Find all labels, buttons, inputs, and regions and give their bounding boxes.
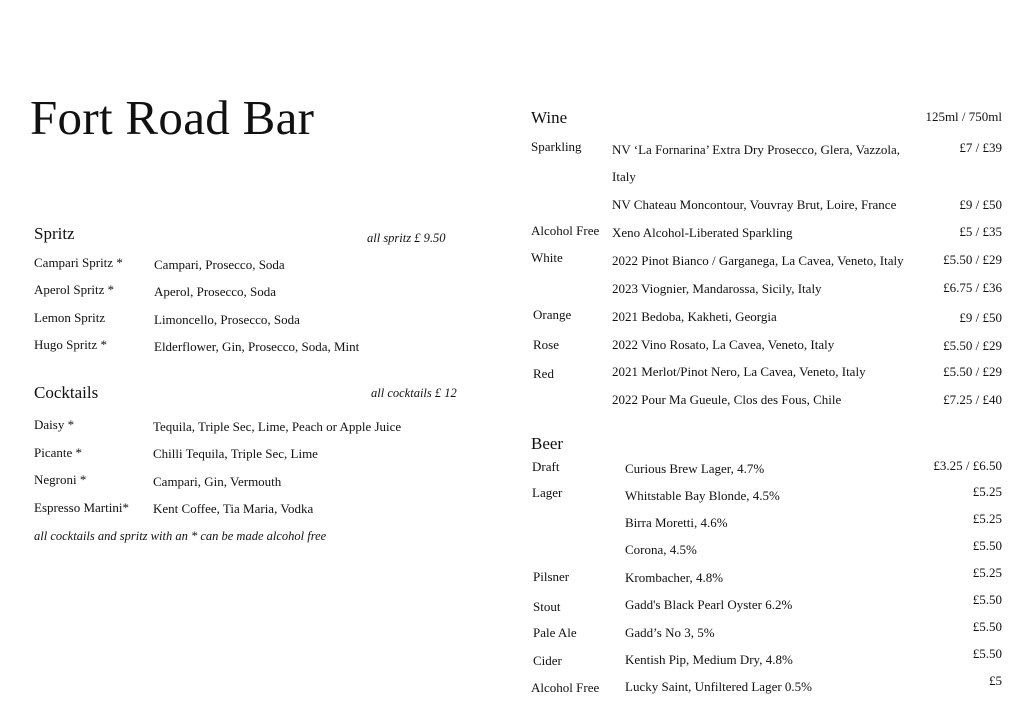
spritz-item-name: Aperol Spritz * <box>34 282 115 297</box>
cocktail-item-desc: Kent Coffee, Tia Maria, Vodka <box>153 501 314 516</box>
beer-heading: Beer <box>531 434 564 453</box>
cocktail-item-name: Daisy * <box>34 417 75 432</box>
spritz-item-name: Hugo Spritz * <box>34 337 107 352</box>
beer-desc: Gadd's Black Pearl Oyster 6.2% <box>625 597 793 612</box>
wine-desc: 2021 Bedoba, Kakheti, Georgia <box>612 309 777 324</box>
beer-price: £5.50 <box>972 592 1002 607</box>
beer-price: £5 <box>989 673 1002 688</box>
spritz-item-desc: Limoncello, Prosecco, Soda <box>154 312 300 327</box>
beer-desc: Curious Brew Lager, 4.7% <box>625 461 765 476</box>
beer-category: Pilsner <box>533 569 570 584</box>
spritz-item-desc: Aperol, Prosecco, Soda <box>154 284 277 299</box>
spritz-item-desc: Elderflower, Gin, Prosecco, Soda, Mint <box>154 339 360 354</box>
beer-desc: Kentish Pip, Medium Dry, 4.8% <box>625 652 793 667</box>
wine-price: £5.50 / £29 <box>943 364 1002 379</box>
wine-category: Rose <box>533 337 559 352</box>
cocktails-price-note: all cocktails £ 12 <box>371 386 457 400</box>
wine-price: £7 / £39 <box>959 140 1002 155</box>
wine-category: Orange <box>533 307 572 322</box>
wine-price: £5.50 / £29 <box>943 252 1002 267</box>
wine-desc: 2022 Pour Ma Gueule, Clos des Fous, Chile <box>612 392 842 407</box>
beer-desc: Whitstable Bay Blonde, 4.5% <box>625 488 780 503</box>
wine-category: Sparkling <box>531 139 582 154</box>
wine-desc: 2022 Pinot Bianco / Garganega, La Cavea, Veneto, Italy <box>612 253 904 268</box>
beer-price: £5.50 <box>972 619 1002 634</box>
beer-price: £5.25 <box>972 484 1002 499</box>
cocktail-item-desc: Campari, Gin, Vermouth <box>153 474 282 489</box>
wine-desc: 2022 Vino Rosato, La Cavea, Veneto, Italy <box>612 337 835 352</box>
beer-price: £5.25 <box>972 565 1002 580</box>
cocktails-footnote: all cocktails and spritz with an * can be made alcohol free <box>34 529 327 543</box>
beer-desc: Corona, 4.5% <box>625 542 697 557</box>
beer-category: Cider <box>533 653 562 668</box>
beer-category: Stout <box>533 599 561 614</box>
cocktail-item-name: Picante * <box>34 445 83 460</box>
wine-price: £7.25 / £40 <box>943 392 1002 407</box>
wine-desc: NV Chateau Moncontour, Vouvray Brut, Loire, France <box>612 197 897 212</box>
cocktail-item-name: Negroni * <box>34 472 87 487</box>
spritz-item-name: Lemon Spritz <box>34 310 106 325</box>
beer-desc: Lucky Saint, Unfiltered Lager 0.5% <box>625 679 812 694</box>
beer-category: Alcohol Free <box>531 680 600 695</box>
cocktail-item-name: Espresso Martini* <box>34 500 129 515</box>
wine-price: £9 / £50 <box>959 310 1002 325</box>
beer-desc: Gadd’s No 3, 5% <box>625 625 715 640</box>
wine-desc: NV ‘La Fornarina’ Extra Dry Prosecco, Glera, Vazzola, <box>612 142 901 157</box>
beer-desc: Birra Moretti, 4.6% <box>625 515 728 530</box>
spritz-item-desc: Campari, Prosecco, Soda <box>154 257 285 272</box>
beer-price: £5.50 <box>972 646 1002 661</box>
beer-price: £5.25 <box>972 511 1002 526</box>
wine-price: £6.75 / £36 <box>943 280 1002 295</box>
wine-desc: 2021 Merlot/Pinot Nero, La Cavea, Veneto, Italy <box>612 364 866 379</box>
wine-size-note: 125ml / 750ml <box>925 109 1002 124</box>
wine-price: £5 / £35 <box>959 224 1002 239</box>
beer-price: £3.25 / £6.50 <box>933 458 1002 473</box>
wine-desc-continued: Italy <box>612 169 636 184</box>
wine-category: Alcohol Free <box>531 223 600 238</box>
spritz-price-note: all spritz £ 9.50 <box>367 231 446 245</box>
beer-category: Pale Ale <box>533 625 577 640</box>
wine-price: £9 / £50 <box>959 197 1002 212</box>
wine-category: White <box>531 250 563 265</box>
beer-category: Draft <box>532 459 560 474</box>
spritz-heading: Spritz <box>34 224 75 243</box>
beer-category: Lager <box>532 485 563 500</box>
cocktail-item-desc: Tequila, Triple Sec, Lime, Peach or Apple Juice <box>153 419 402 434</box>
wine-heading: Wine <box>531 108 568 127</box>
wine-desc: Xeno Alcohol-Liberated Sparkling <box>612 225 793 240</box>
wine-desc: 2023 Viognier, Mandarossa, Sicily, Italy <box>612 281 822 296</box>
spritz-item-name: Campari Spritz * <box>34 255 123 270</box>
cocktails-heading: Cocktails <box>34 383 99 402</box>
page-title: Fort Road Bar <box>30 90 315 145</box>
wine-category: Red <box>533 366 554 381</box>
beer-desc: Krombacher, 4.8% <box>625 570 724 585</box>
beer-price: £5.50 <box>972 538 1002 553</box>
wine-price: £5.50 / £29 <box>943 338 1002 353</box>
cocktail-item-desc: Chilli Tequila, Triple Sec, Lime <box>153 446 318 461</box>
